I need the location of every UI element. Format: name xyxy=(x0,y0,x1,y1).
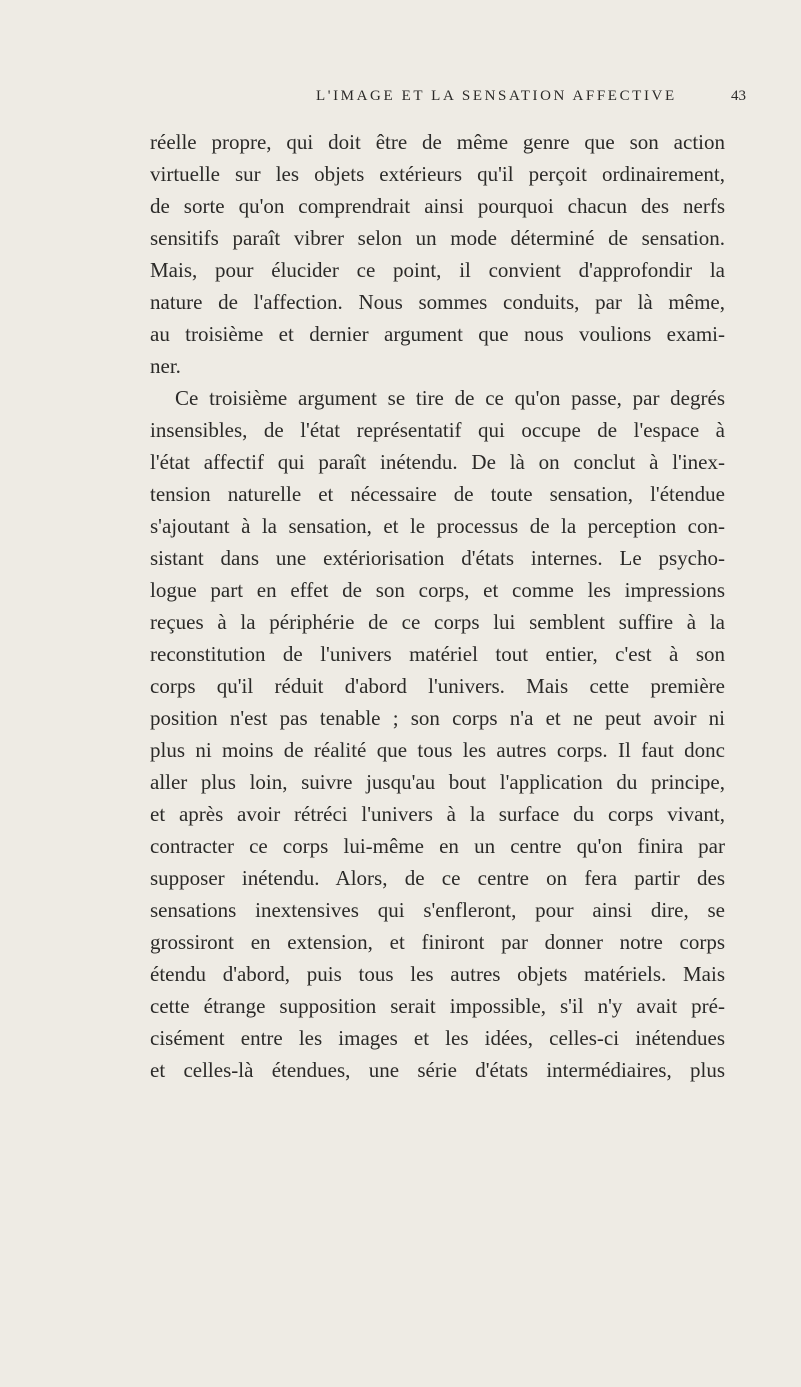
text-line: de sorte qu'on comprendrait ainsi pourquoi chacun des nerfs xyxy=(150,194,725,218)
text-line: sensations inextensives qui s'enfleront, pour ainsi dire, se xyxy=(150,898,725,922)
text-line: au troisième et dernier argument que nous voulions exami- xyxy=(150,322,725,346)
text-line: aller plus loin, suivre jusqu'au bout l'application du principe, xyxy=(150,770,725,794)
text-line: reconstitution de l'univers matériel tout entier, c'est à son xyxy=(150,642,725,666)
text-line: réelle propre, qui doit être de même genre que son action xyxy=(150,130,725,154)
text-line: plus ni moins de réalité que tous les autres corps. Il faut donc xyxy=(150,738,725,762)
text-line: Mais, pour élucider ce point, il convient d'approfondir la xyxy=(150,258,725,282)
text-line: position n'est pas tenable ; son corps n'a et ne peut avoir ni xyxy=(150,706,725,730)
text-line: sensitifs paraît vibrer selon un mode déterminé de sensation. xyxy=(150,226,725,250)
text-line: logue part en effet de son corps, et comme les impressions xyxy=(150,578,725,602)
text-line: reçues à la périphérie de ce corps lui semblent suffire à la xyxy=(150,610,725,634)
text-line: supposer inétendu. Alors, de ce centre on fera partir des xyxy=(150,866,725,890)
text-line: nature de l'affection. Nous sommes conduits, par là même, xyxy=(150,290,725,314)
text-line: et après avoir rétréci l'univers à la surface du corps vivant, xyxy=(150,802,725,826)
text-line: cisément entre les images et les idées, celles-ci inétendues xyxy=(150,1026,725,1050)
text-line: contracter ce corps lui-même en un centre qu'on finira par xyxy=(150,834,725,858)
text-line: ner. xyxy=(150,354,181,378)
text-line: insensibles, de l'état représentatif qui occupe de l'espace à xyxy=(150,418,725,442)
text-line: étendu d'abord, puis tous les autres objets matériels. Mais xyxy=(150,962,725,986)
text-line: grossiront en extension, et finiront par donner notre corps xyxy=(150,930,725,954)
text-line: cette étrange supposition serait impossible, s'il n'y avait pré- xyxy=(150,994,725,1018)
text-line: sistant dans une extériorisation d'états internes. Le psycho- xyxy=(150,546,725,570)
text-line: tension naturelle et nécessaire de toute sensation, l'étendue xyxy=(150,482,725,506)
text-line: l'état affectif qui paraît inétendu. De là on conclut à l'inex- xyxy=(150,450,725,474)
paragraph-first-line: Ce troisième argument se tire de ce qu'on passe, par degrés xyxy=(175,386,725,410)
page-number: 43 xyxy=(731,88,746,104)
text-line: corps qu'il réduit d'abord l'univers. Mais cette première xyxy=(150,674,725,698)
running-title: L'IMAGE ET LA SENSATION AFFECTIVE xyxy=(316,88,677,104)
text-line: s'ajoutant à la sensation, et le processus de la perception con- xyxy=(150,514,725,538)
text-line: virtuelle sur les objets extérieurs qu'il perçoit ordinairement, xyxy=(150,162,725,186)
text-line: et celles-là étendues, une série d'états intermédiaires, plus xyxy=(150,1058,725,1082)
